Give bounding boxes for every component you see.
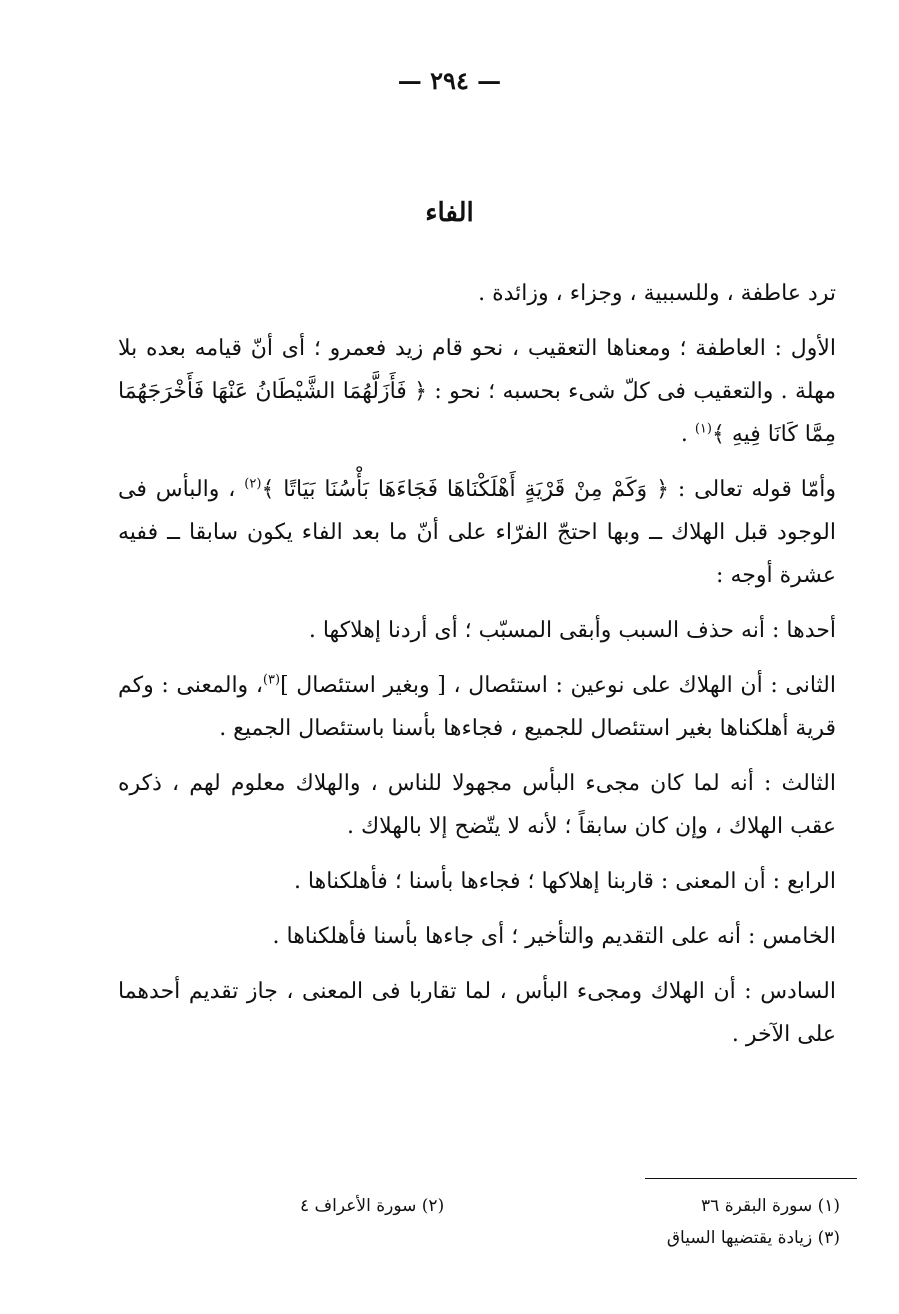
footnote-ref-3: (٣) [262, 672, 281, 688]
paragraph-verse-question [118, 468, 836, 597]
footnote-ref-1: (١) [694, 421, 712, 437]
paragraph-third-aspect [118, 762, 836, 848]
page-number: — ٢٩٤ — [397, 66, 502, 95]
paragraph-tail: . [680, 422, 688, 447]
paragraph-second-aspect [118, 664, 836, 750]
paragraph-fourth-aspect [118, 860, 836, 903]
paragraph-text: وأمّا قوله تعالى : ﴿ وَكَمْ مِنْ قَرْيَةٍ أَهْلَكْنَاهَا فَجَاءَهَا بَأْسُنَا بَيَاتًا ﴾ [261, 477, 837, 502]
body-text [118, 272, 836, 1056]
footnote-1: (١) سورة البقرة ٣٦ [701, 1196, 840, 1216]
paragraph-text: الرابع : أن المعنى : قاربنا إهلاكها ؛ فجاءها بأسنا ؛ فأهلكناها . [293, 869, 836, 894]
footnote-3: (٣) زيادة يقتضيها السياق [666, 1228, 840, 1248]
paragraph-text: أحدها : أنه حذف السبب وأبقى المسبّب ؛ أى أردنا إهلاكها . [308, 618, 836, 643]
footnote-row [300, 1222, 840, 1254]
paragraph-sixth-aspect [118, 970, 836, 1056]
paragraph-text: ترد عاطفة ، وللسببية ، وجزاء ، وزائدة . [478, 281, 836, 306]
paragraph-fifth-aspect [118, 915, 836, 958]
section-title: الفاء [425, 198, 474, 228]
paragraph-tail: ، والبأس فى الوجود قبل الهلاك ــ وبها احتجّ الفرّاء على أنّ ما بعد الفاء يكون سابقا ــ ففيه عشرة أوجه : [118, 477, 836, 588]
footnote-row [300, 1190, 840, 1222]
footnote-ref-2: (٢) [244, 476, 262, 492]
paragraph-tail: ، والمعنى : وكم قرية أهلكناها بغير استئصال للجميع ، فجاءها بأسنا باستئصال الجميع . [118, 673, 836, 741]
paragraph-text: الخامس : أنه على التقديم والتأخير ؛ أى جاءها بأسنا فأهلكناها . [272, 924, 836, 949]
paragraph-first-aspect [118, 609, 836, 652]
paragraph-text: الأول : العاطفة ؛ ومعناها التعقيب ، نحو قام زيد فعمرو ؛ أى أنّ قيامه بعده بلا مهلة . والتعقيب فى كلّ شىء بحسبه ؛ نحو : ﴿ فَأَزَلَّهُمَا الشَّيْطَانُ عَنْهَا فَأَخْرَجَهُمَا مِمَّا كَانَا فِيهِ ﴾ [118, 336, 836, 447]
paragraph-intro [118, 272, 836, 315]
paragraph-text: الثالث : أنه لما كان مجىء البأس مجهولا للناس ، والهلاك معلوم لهم ، ذكره عقب الهلاك ، وإن كان سابقاً ؛ لأنه لا يتّضح إلا بالهلاك . [118, 771, 836, 839]
paragraph-text: السادس : أن الهلاك ومجىء البأس ، لما تقاربا فى المعنى ، جاز تقديم أحدهما على الآخر . [118, 979, 836, 1047]
paragraph-first-sense [118, 327, 836, 456]
paragraph-text: الثانى : أن الهلاك على نوعين : استئصال ، [ وبغير استئصال ] [280, 673, 836, 698]
footnote-divider [645, 1178, 857, 1179]
footnote-2: (٢) سورة الأعراف ٤ [300, 1196, 445, 1216]
footnotes [300, 1190, 840, 1254]
